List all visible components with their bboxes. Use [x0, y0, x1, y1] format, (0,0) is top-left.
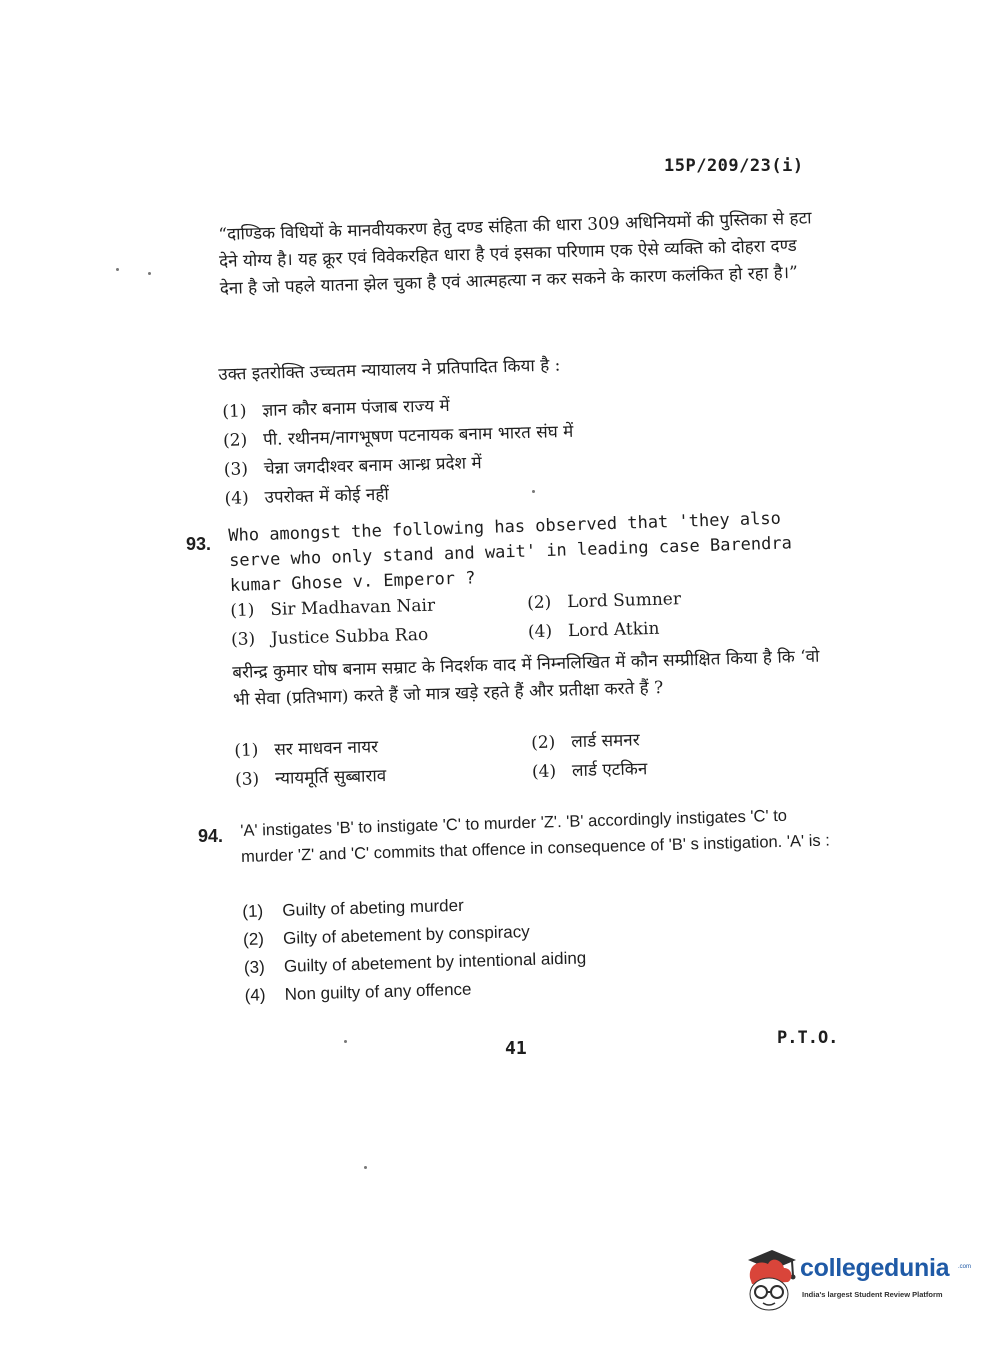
option: (3) चेन्ना जगदीश्वर बनाम आन्ध्र प्रदेश में	[223, 453, 482, 480]
q92-hindi-question: उक्त इतरोक्ति उच्चतम न्यायालय ने प्रतिपादित किया है :	[218, 355, 561, 385]
option: (1) Sir Madhavan Nair	[230, 595, 436, 621]
pto-label: P.T.O.	[777, 1028, 839, 1048]
brand-tagline: India's largest Student Review Platform	[802, 1290, 943, 1299]
brand-name: collegedunia	[800, 1254, 950, 1282]
option: (2) Gilty of abetement by conspiracy	[242, 921, 530, 949]
q93-hindi-options	[234, 723, 792, 794]
option: (4) उपरोक्त में कोई नहीं	[224, 484, 390, 509]
brand-suffix: .com	[958, 1264, 972, 1270]
option: (3) Justice Subba Rao	[230, 624, 429, 650]
q93-hindi-text: बरीन्द्र कुमार घोष बनाम सम्राट के निदर्शक वाद में निम्नलिखित में कौन सम्प्रीक्षित किया है कि ‘वो भी सेवा (प्रतिभाग) करते हैं जो मात्र खड़े रहते हैं और प्रतीक्षा करते हैं ?	[232, 646, 820, 710]
scan-speck	[344, 1040, 347, 1043]
scan-speck	[148, 272, 151, 275]
page-number: 41	[505, 1038, 527, 1059]
option: (2) पी. रथीनम/नागभूषण पटनायक बनाम भारत संघ में	[222, 421, 574, 451]
q92-hindi-options	[222, 389, 575, 514]
paper-code: 15P/209/23(i)	[664, 156, 804, 176]
option: (3) Guilty of abetement by intentional aiding	[243, 948, 587, 977]
scan-speck	[116, 268, 119, 271]
q94-text: 'A' instigates 'B' to instigate 'C' to murder 'Z'. 'B' accordingly instigates 'C' to murder 'Z' and 'C' commits that offence in consequence of 'B' s instigation. 'A' is :	[240, 806, 831, 866]
option: (4) Lord Atkin	[527, 618, 660, 643]
option: (1) सर माधवन नायर	[234, 737, 379, 761]
question-number-94: 94.	[198, 826, 224, 846]
option: (2) Lord Sumner	[526, 589, 682, 614]
option: (2) लार्ड समनर	[530, 730, 640, 754]
option: (3) न्यायमूर्ति सुब्बाराव	[234, 766, 387, 790]
q92-hindi-quote: “दाण्डिक विधियों के मानवीयकरण हेतु दण्ड संहिता की धारा 309 अधिनियमों की पुस्तिका से हटा देने योग्य है। यह क्रूर एवं विवेकरहित धारा है एवं इसका परिणाम एक ऐसे व्यक्ति को दोहरा दण्ड देना है जो पहले यातना झेल चुका है एवं आत्महत्या न कर सकने के कारण कलंकित हो रहा है।”	[218, 208, 812, 299]
option: (4) लार्ड एटकिन	[531, 759, 648, 783]
option: (4) Non guilty of any offence	[244, 979, 472, 1005]
option: (1) ज्ञान कौर बनाम पंजाब राज्य में	[222, 396, 450, 422]
mascot-icon	[742, 1248, 800, 1312]
scan-speck	[532, 490, 535, 493]
q94-options	[242, 888, 587, 1010]
collegedunia-logo	[742, 1248, 972, 1318]
scan-speck	[364, 1166, 367, 1169]
question-number-93: 93.	[186, 534, 212, 554]
q93-english-text: Who amongst the following has observed that 'they also serve who only stand and wait' in leading case Barendra kumar Ghose v. Emperor ?	[228, 508, 793, 596]
option: (1) Guilty of abeting murder	[242, 895, 464, 921]
